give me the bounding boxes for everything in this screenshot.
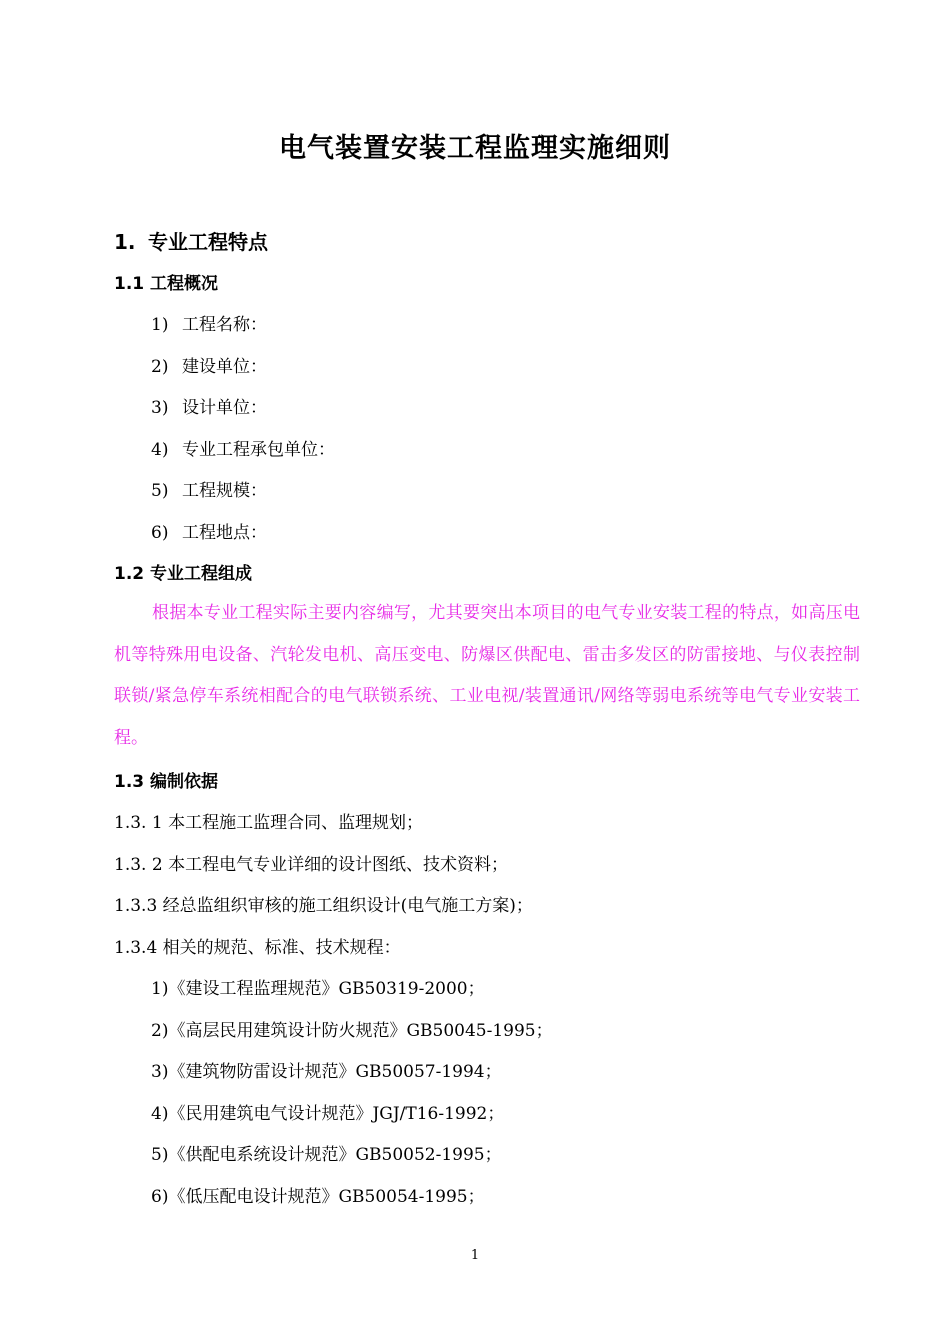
overview-item: 4) 专业工程承包单位： (151, 440, 335, 460)
section-1-2-heading: 1.2 专业工程组成 (114, 564, 253, 584)
overview-item: 1) 工程名称： (151, 315, 267, 335)
section-1-1-heading: 1.1 工程概况 (114, 274, 219, 294)
document-title: 电气装置安装工程监理实施细则 (279, 133, 671, 164)
basis-line: 1.3.4 相关的规范、标准、技术规程： (114, 938, 401, 958)
standard-item: 4)《民用建筑电气设计规范》JGJ/T16-1992； (151, 1104, 505, 1124)
overview-item: 2) 建设单位： (151, 357, 267, 377)
standard-item: 5)《供配电系统设计规范》GB50052-1995； (151, 1145, 502, 1165)
standard-item: 3)《建筑物防雷设计规范》GB50057-1994； (151, 1062, 502, 1082)
section-1-heading (114, 226, 268, 255)
section-1-number: 1. (114, 230, 136, 254)
overview-item: 5) 工程规模： (151, 481, 267, 501)
standard-item: 2)《高层民用建筑设计防火规范》GB50045-1995； (151, 1021, 553, 1041)
basis-line: 1.3. 2 本工程电气专业详细的设计图纸、技术资料； (114, 855, 509, 875)
section-1-title: 专业工程特点 (148, 230, 268, 254)
overview-item: 3) 设计单位： (151, 398, 267, 418)
section-1-3-heading: 1.3 编制依据 (114, 772, 219, 792)
standard-item: 1)《建设工程监理规范》GB50319-2000； (151, 979, 485, 999)
composition-paragraph: 根据本专业工程实际主要内容编写，尤其要突出本项目的电气专业安装工程的特点，如高压电机等特殊用电设备、汽轮发电机、高压变电、防爆区供配电、雷击多发区的防雷接地、与仪表控制联锁/紧急停车系统相配合的电气联锁系统、工业电视/装置通讯/网络等弱电系统等电气专业安装工程。 (114, 603, 860, 748)
basis-line: 1.3.3 经总监组织审核的施工组织设计(电气施工方案)； (114, 896, 533, 916)
page-number: 1 (470, 1248, 480, 1263)
standard-item: 6)《低压配电设计规范》GB50054-1995； (151, 1187, 485, 1207)
basis-line: 1.3. 1 本工程施工监理合同、监理规划； (114, 813, 424, 833)
overview-item: 6) 工程地点： (151, 523, 267, 543)
